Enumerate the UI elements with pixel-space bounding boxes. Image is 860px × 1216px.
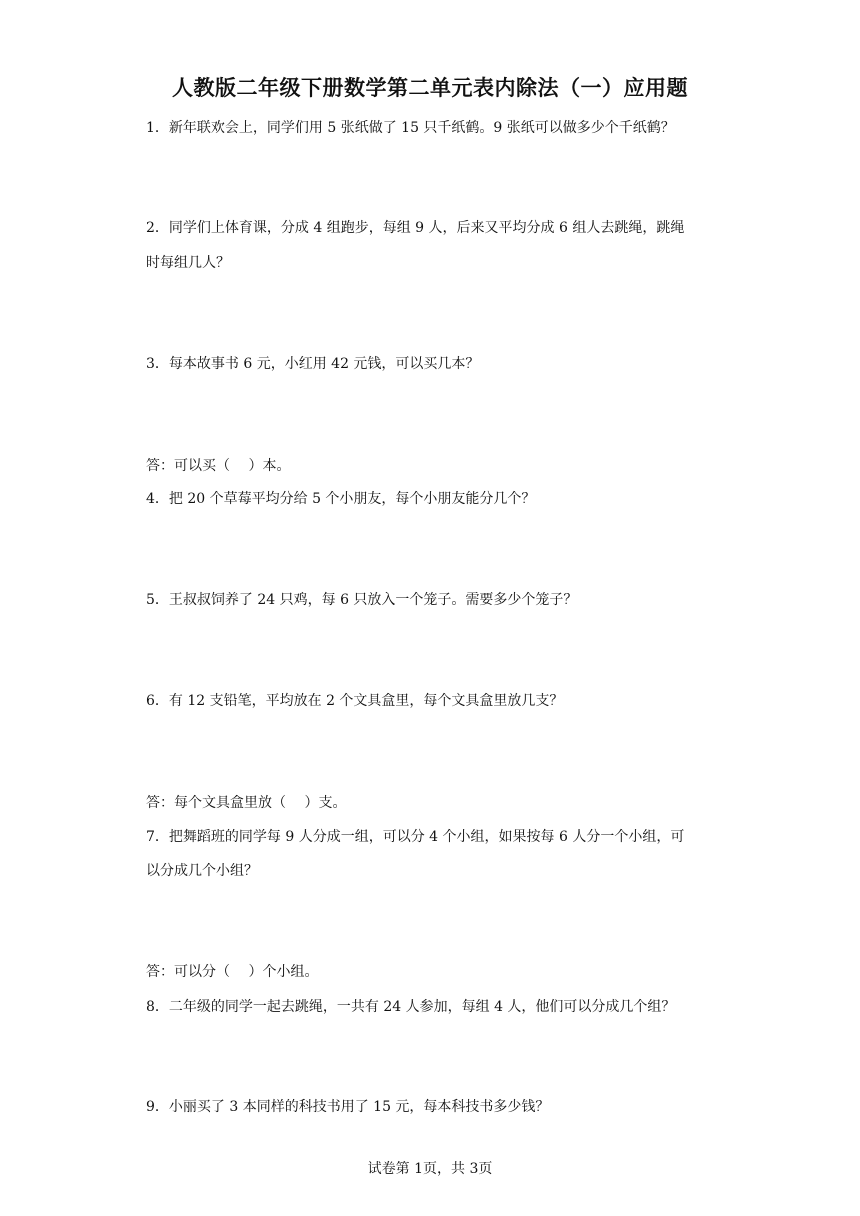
question-3-answer: 答：可以买（ ）本。 xyxy=(146,458,291,474)
question-7-line-2: 以分成几个小组？ xyxy=(146,863,258,879)
question-2-line-2: 时每组几人？ xyxy=(146,255,230,271)
question-4-line-1: 4．把 20 个草莓平均分给 5 个小朋友，每个小朋友能分几个？ xyxy=(146,491,536,507)
question-7-line-1: 7．把舞蹈班的同学每 9 人分成一组，可以分 4 个小组，如果按每 6 人分一个小组，可 xyxy=(146,829,685,845)
question-8-line-1: 8．二年级的同学一起去跳绳，一共有 24 人参加，每组 4 人，他们可以分成几个组？ xyxy=(146,999,676,1015)
page-footer: 试卷第 1页，共 3页 xyxy=(367,1161,493,1177)
question-5-line-1: 5．王叔叔饲养了 24 只鸡，每 6 只放入一个笼子。需要多少个笼子？ xyxy=(146,592,578,608)
question-6-line-1: 6．有 12 支铅笔，平均放在 2 个文具盒里，每个文具盒里放几支？ xyxy=(146,693,564,709)
question-3-line-1: 3．每本故事书 6 元，小红用 42 元钱，可以买几本？ xyxy=(146,356,480,372)
question-6-answer: 答：每个文具盒里放（ ）支。 xyxy=(146,795,347,811)
question-9-line-1: 9．小丽买了 3 本同样的科技书用了 15 元，每本科技书多少钱？ xyxy=(146,1099,550,1115)
question-2-line-1: 2．同学们上体育课，分成 4 组跑步，每组 9 人，后来又平均分成 6 组人去跳绳，跳绳 xyxy=(146,220,685,236)
question-7-answer: 答：可以分（ ）个小组。 xyxy=(146,964,319,980)
document-title: 人教版二年级下册数学第二单元表内除法（一）应用题 xyxy=(172,76,688,100)
question-1-line-1: 1．新年联欢会上，同学们用 5 张纸做了 15 只千纸鹤。9 张纸可以做多少个千纸鹤？ xyxy=(146,120,675,136)
